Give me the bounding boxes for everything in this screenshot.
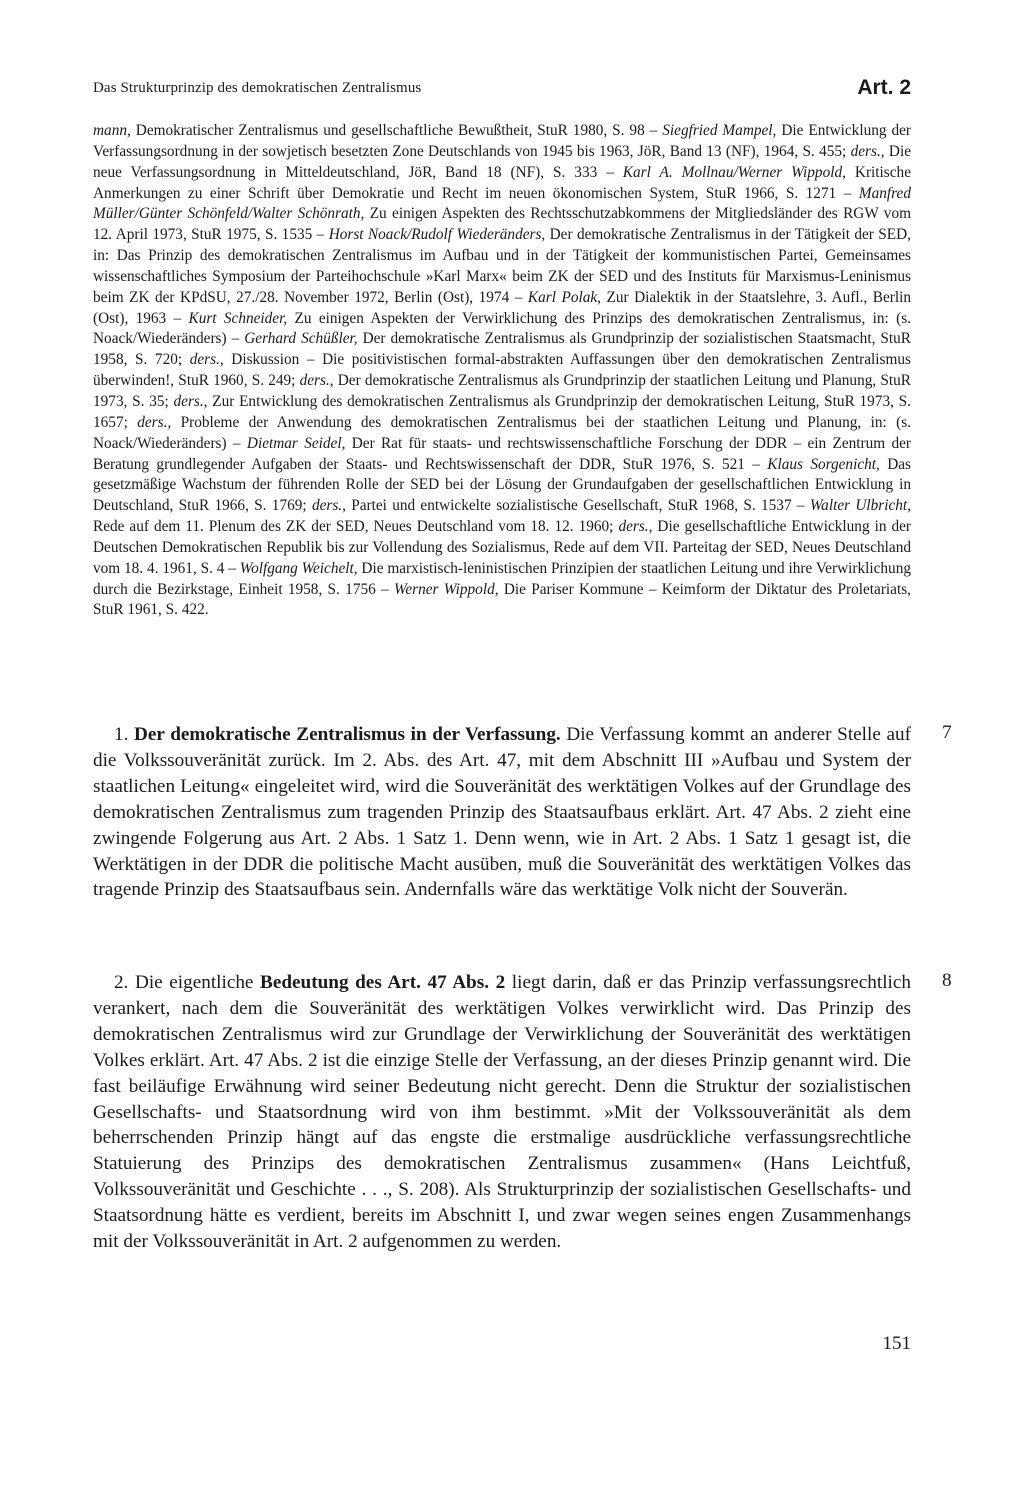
bib-text: Zur Dialektik in der Staatslehre, 3. Aufl., Berlin (Ost), 1963 – [93,288,911,327]
bib-text: Partei und entwickelte sozialistische Gesellschaft, StuR 1968, S. 1537 – [345,497,810,515]
paragraph-7 [93,722,911,903]
bib-author: Manfred Müller/Günter Schönfeld/Walter Schönrath, [93,184,911,223]
bib-author: ders., [137,413,172,431]
bib-author: Kurt Schneider, [188,309,288,327]
bibliography-block [93,121,911,621]
margin-number: 7 [942,722,952,743]
bib-author: ders., [299,372,334,390]
bib-author: Gerhard Schüßler, [244,330,358,348]
bib-author: Karl A. Mollnau/Werner Wippold, [622,163,846,181]
paragraph-body: Die Verfassung kommt an anderer Stelle auf die Volkssouveränität zurück. Im 2. Abs. des Art. 47, mit dem Abschnitt III »Aufbau und System der staatlichen Leitung« eingeleitet wird, wird die Souveränität des werktätigen Volkes auf der Grundlage des demokratischen Zentralismus zum tragenden Prinzip des Staatsaufbaus erklärt. Art. 47 Abs. 2 zieht eine zwingende Folgerung aus Art. 2 Abs. 1 Satz 1. Denn wenn, wie in Art. 2 Abs. 1 Satz 1 gesagt ist, die Werktätigen in der DDR die politische Macht ausüben, muß die Souveränität des werktätigen Volkes das tragende Prinzip des Staatsaufbaus sein. Andernfalls wäre das werktätige Volk nicht der Souverän. [93,724,911,901]
bib-text: Kritische Anmerkungen zu einer Schrift über Demokratie und Recht im neuen ökonomischen System, StuR 1966, S. 1271 – [93,163,911,202]
bib-text: Diskussion – Die positivistischen formal-abstrakten Auffassungen über den demokratischen Zentralismus überwinden!, StuR 1960, S. 249; [93,351,911,390]
bib-author: Siegfried Mampel, [662,122,777,139]
bib-text: Die Pariser Kommune – Keimform der Diktatur des Proletariats, StuR 1961, S. 422. [93,580,911,619]
bib-text: Das gesetzmäßige Wachstum der führenden Rolle der SED bei der Lösung der Grundaufgaben der gesellschaftlichen Entwicklung in Deutschland, StuR 1966, S. 1769; [93,455,911,515]
margin-number: 8 [942,970,952,991]
bib-author: mann, [93,122,131,139]
bib-text: Der Rat für staats- und rechtswissenschaftliche Forschung der DDR – ein Zentrum der Beratung grundlegender Aufgaben der Staats- und Rechtswissenschaft der DDR, StuR 1976, S. 521 – [93,434,912,473]
bib-author: Karl Polak, [527,288,601,306]
bib-author: ders., [189,351,224,369]
paragraph-heading: Bedeutung des Art. 47 Abs. 2 [260,972,506,993]
paragraph-8 [93,970,911,1255]
bib-author: Horst Noack/Rudolf Wiederänders, [328,226,546,244]
page-number: 151 [882,1333,911,1354]
bib-text: Der demokratische Zentralismus als Grundprinzip der sozialistischen Staatsmacht, StuR 1958, S. 720; [93,330,912,369]
paragraph-heading: Der demokratische Zentralismus in der Verfassung. [134,724,561,745]
article-label: Art. 2 [857,76,911,99]
bib-author: Klaus Sorgenicht, [767,455,880,473]
bib-text: Der demokratische Zentralismus in der Tätigkeit der SED, in: Das Prinzip des demokratischen Zentralismus im Aufbau und in der Tätigkeit der kommunistischen Partei, Gemeinsames wissenschaftliches Symposium der Parteihochschule »Karl Marx« beim ZK der SED und des Instituts für Marxismus-Leninismus beim ZK der KPdSU, 27./28. November 1972, Berlin (Ost), 1974 – [93,226,911,306]
paragraph-lead: 2. Die eigentliche [114,972,261,993]
running-title: Das Strukturprinzip des demokratischen Zentralismus [93,80,422,96]
bib-author: Wolfgang Weichelt, [239,559,358,577]
bib-author: ders., [173,392,208,410]
bib-text: Rede auf dem 11. Plenum des ZK der SED, Neues Deutschland vom 18. 12. 1960; [93,518,619,536]
bib-text: Demokratischer Zentralismus und gesellschaftliche Bewußtheit, StuR 1980, S. 98 – [130,122,663,139]
bib-author: ders., [850,142,885,160]
bib-author: Dietmar Seidel, [246,434,346,452]
bib-text: Zur Entwicklung des demokratischen Zentralismus als Grundprinzip der demokratischen Leitung, StuR 1973, S. 1657; [93,392,911,431]
bib-author: ders., [618,518,653,536]
bib-text: Die neue Verfassungsordnung in Mitteldeutschland, JöR, Band 18 (NF), S. 333 – [93,142,911,181]
bib-text: Zu einigen Aspekten des Rechtsschutzabkommens der Mitgliedsländer des RGW vom 12. April 1973, StuR 1975, S. 1535 – [93,205,912,244]
bib-text: Die marxistisch-leninistischen Prinzipien der staatlichen Leitung und ihre Verwirklichung durch die Bezirkstage, Einheit 1958, S. 1756 – [93,559,911,598]
bib-text: Die gesellschaftliche Entwicklung in der Deutschen Demokratischen Republik bis zur Vollendung des Sozialismus, Rede auf dem VII. Parteitag der SED, Neues Deutschland vom 18. 4. 1961, S. 4 – [93,518,911,577]
bib-text: Zu einigen Aspekten der Verwirklichung des Prinzips des demokratischen Zentralismus, in: (s. Noack/Wiederänders) – [93,309,911,348]
bib-author: Walter Ulbricht, [809,497,912,515]
bib-author: Werner Wippold, [393,580,499,598]
bib-text: Probleme der Anwendung des demokratischen Zentralismus bei der staatlichen Leitung und Planung, in: (s. Noack/Wiederänders) – [93,413,911,452]
bib-author: ders., [311,497,346,515]
paragraph-lead: 1. [114,724,135,745]
paragraph-body: liegt darin, daß er das Prinzip verfassungsrechtlich verankert, nach dem die Souveränität des werktätigen Volkes verwirklicht wird. Das Prinzip des demokratischen Zentralismus wird zur Grundlage der Verwirklichung der Souveränität des werktätigen Volkes erklärt. Art. 47 Abs. 2 ist die einzige Stelle der Verfassung, an der dieses Prinzip genannt wird. Die fast beiläufige Erwähnung wird seiner Bedeutung nicht gerecht. Denn die Struktur der sozialistischen Gesellschafts- und Staatsordnung wird von ihm bestimmt. »Mit der Volkssouveränität als dem beherrschenden Prinzip hängt auf das engste die erstmalige ausdrückliche verfassungsrechtliche Statuierung des Prinzips des demokratischen Zentralismus zusammen« (Hans Leichtfuß, Volkssouveränität und Geschichte . . ., S. 208). Als Strukturprinzip der sozialistischen Gesellschafts- und Staatsordnung hätte es verdient, bereits im Abschnitt I, und zwar wegen seines engen Zusammenhangs mit der Volkssouveränität in Art. 2 aufgenommen zu werden. [93,972,911,1253]
running-header [93,76,911,102]
bib-text: Der demokratische Zentralismus als Grundprinzip der staatlichen Leitung und Planung, StuR 1973, S. 35; [93,372,911,410]
bib-text: Die Entwicklung der Verfassungsordnung in der sowjetisch besetzten Zone Deutschlands von 1945 bis 1963, JöR, Band 13 (NF), 1964, S. 455; [93,122,912,160]
